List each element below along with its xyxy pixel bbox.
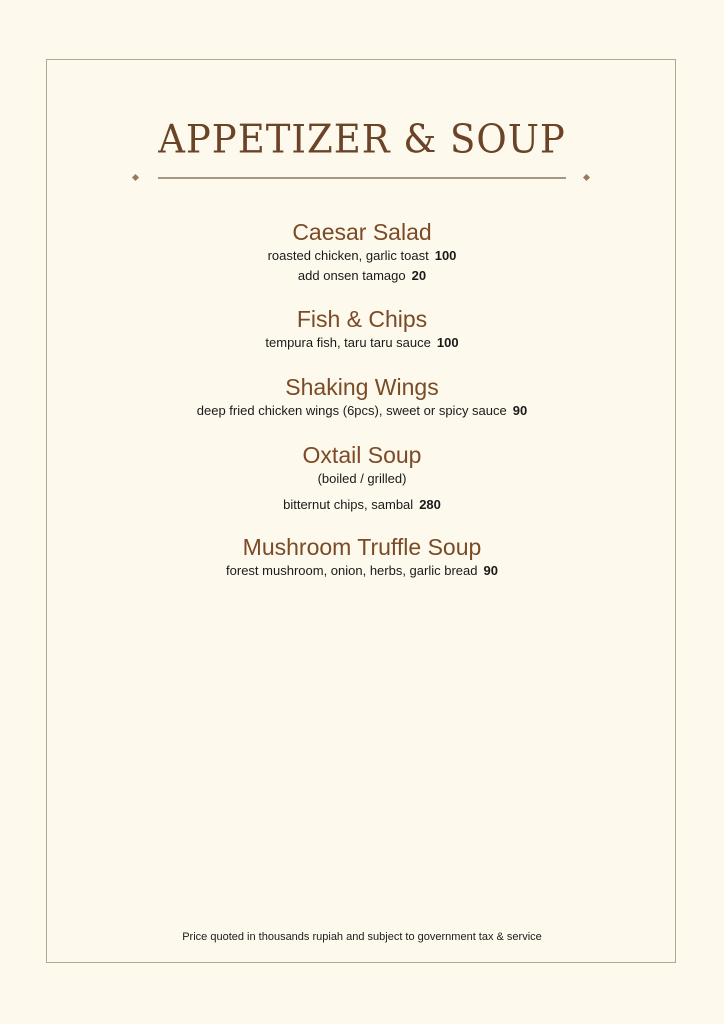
menu-item-mushroom-truffle-soup [0, 533, 724, 581]
item-price: 90 [483, 563, 498, 578]
item-description [0, 495, 724, 515]
item-addon-text: add onsen tamago [297, 268, 406, 283]
menu-item-oxtail-soup [0, 441, 724, 515]
item-option-text: (boiled / grilled) [317, 471, 407, 486]
item-name: Caesar Salad [292, 219, 432, 245]
price-disclaimer: Price quoted in thousands rupiah and subject to government tax & service [182, 931, 542, 943]
item-price: 90 [512, 403, 528, 418]
item-description-text: tempura fish, taru taru sauce [265, 335, 431, 350]
menu-item-fish-and-chips [0, 305, 724, 353]
item-description-text: roasted chicken, garlic toast [267, 248, 429, 263]
item-price: 280 [419, 497, 441, 512]
item-description [0, 333, 724, 353]
item-description [0, 561, 724, 581]
item-description [0, 246, 724, 266]
item-description [0, 401, 724, 421]
menu-item-shaking-wings [0, 373, 724, 421]
page-title: APPETIZER & SOUP [158, 116, 566, 163]
item-price: 100 [436, 335, 459, 350]
item-description-text: forest mushroom, onion, herbs, garlic bread [226, 563, 478, 578]
item-option [0, 469, 724, 489]
item-price: 100 [434, 248, 457, 263]
item-description-text: bitternut chips, sambal [283, 497, 414, 512]
item-description-text: deep fried chicken wings (6pcs), sweet or spicy sauce [196, 403, 507, 418]
title-divider [158, 177, 566, 179]
menu-item-caesar-salad [0, 218, 724, 286]
item-name: Shaking Wings [285, 374, 439, 400]
item-addon-price: 20 [411, 268, 427, 283]
item-name: Mushroom Truffle Soup [242, 534, 482, 560]
item-name: Oxtail Soup [302, 442, 422, 468]
item-name: Fish & Chips [296, 306, 428, 332]
item-addon [0, 266, 724, 286]
